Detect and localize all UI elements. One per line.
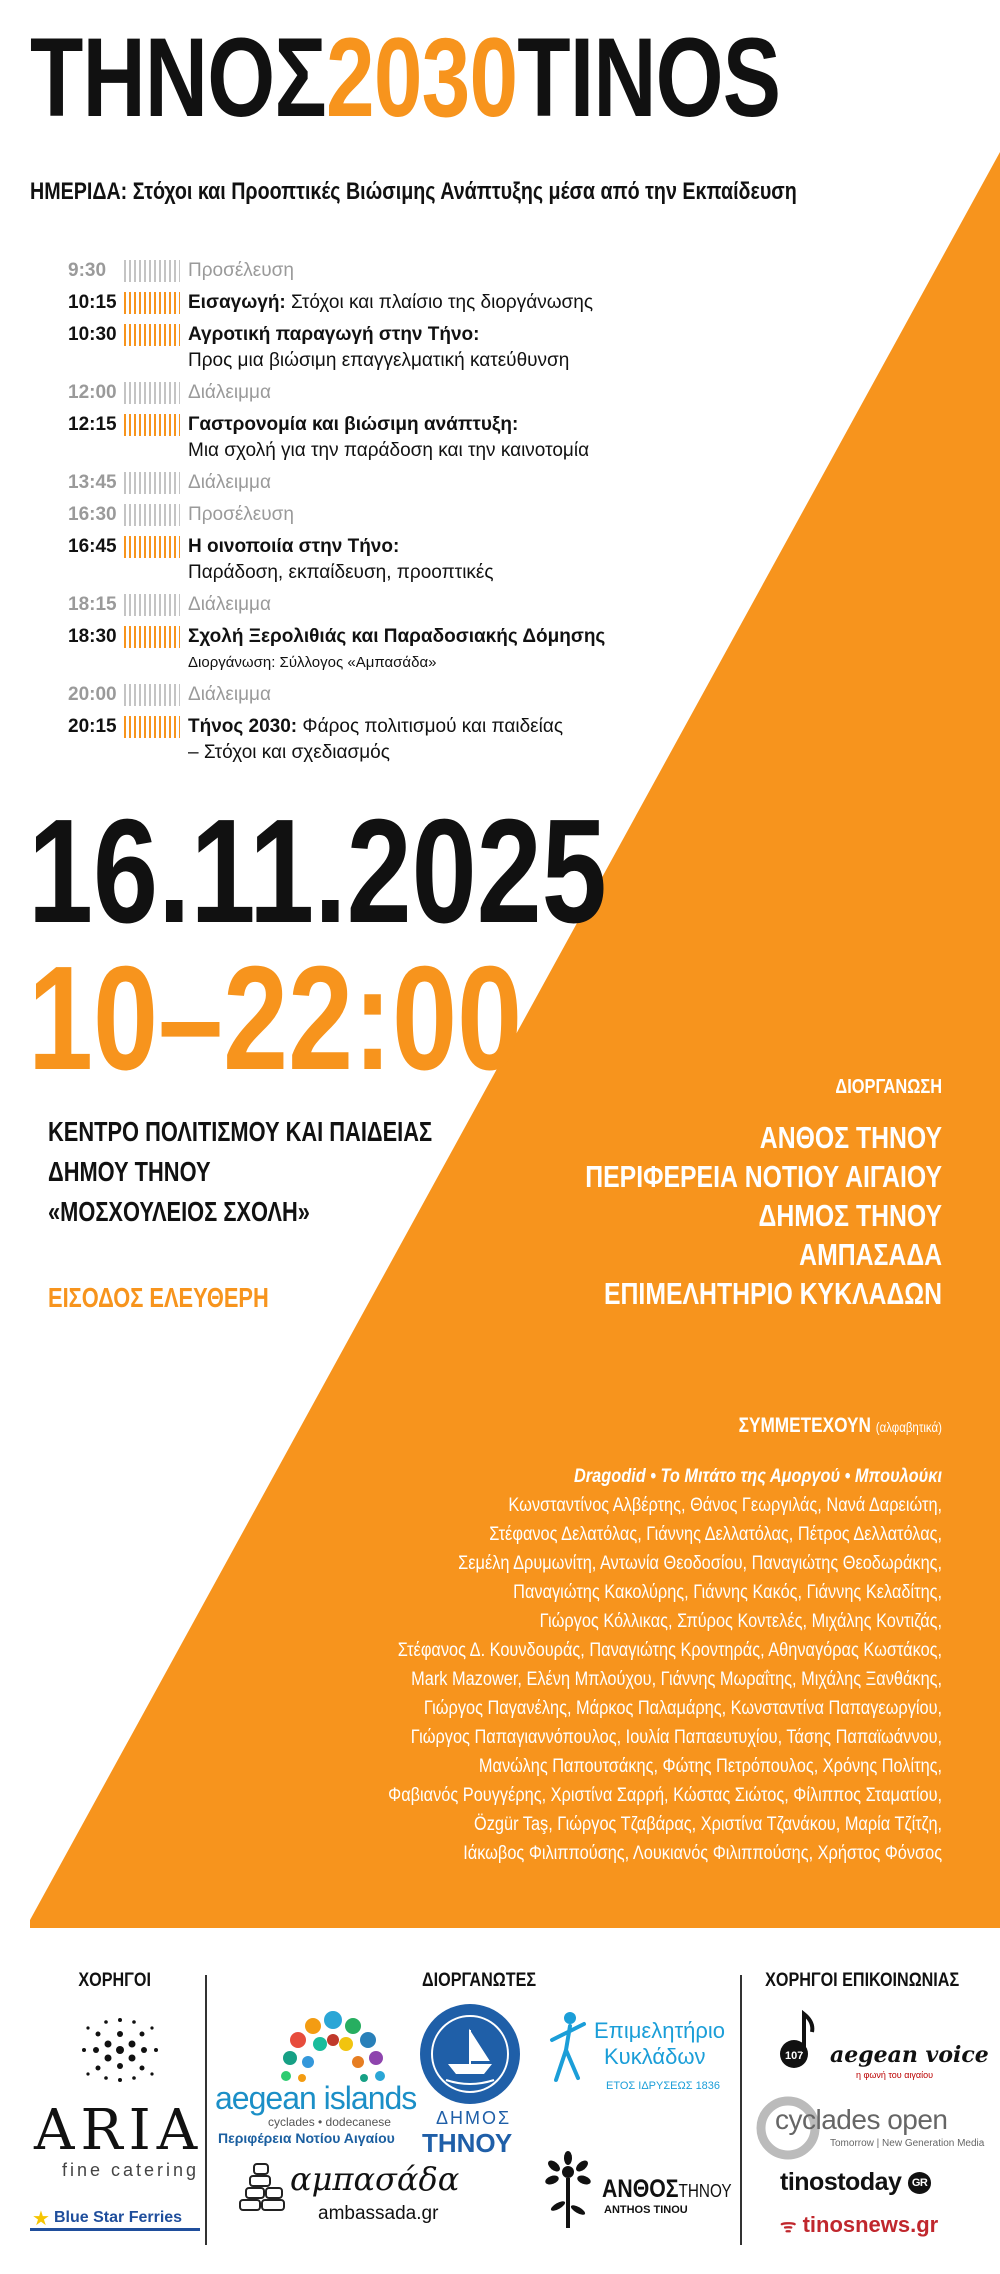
schedule-detail: Διάλειμμα bbox=[188, 594, 271, 615]
schedule-list bbox=[68, 258, 708, 772]
footer-divider-right bbox=[740, 1975, 742, 2245]
schedule-detail: Προσέλευση bbox=[188, 260, 294, 281]
sponsors-heading: ΧΟΡΗΓΟΙ bbox=[78, 1970, 151, 1991]
footer-divider-left bbox=[205, 1975, 207, 2245]
chamber-figure-icon bbox=[548, 2010, 588, 2085]
schedule-time: 20:15 bbox=[68, 716, 117, 737]
schedule-time: 12:15 bbox=[68, 414, 117, 435]
schedule-detail: Διάλειμμα bbox=[188, 684, 271, 705]
ambassada-stones-icon bbox=[236, 2150, 296, 2220]
organizers-heading: ΔΙΟΡΓΑΝΩΤΕΣ bbox=[422, 1970, 537, 1991]
schedule-row bbox=[68, 714, 708, 766]
schedule-row bbox=[68, 682, 708, 708]
schedule-time: 13:45 bbox=[68, 472, 117, 493]
schedule-time: 18:30 bbox=[68, 626, 117, 647]
svg-text:107: 107 bbox=[785, 2050, 804, 2062]
participants-line: Γιώργος Κόλλικας, Σπύρος Κοντελές, Μιχάλης Κοντιζάς, bbox=[539, 1611, 942, 1632]
chamber-name-line-1: Επιμελητήριο bbox=[594, 2018, 726, 2043]
schedule-topic: Τήνος 2030: bbox=[188, 716, 298, 737]
schedule-line-2: Διοργάνωση: Σύλλογος «Αμπασάδα» bbox=[188, 654, 437, 671]
schedule-line-2: – Στόχοι και σχεδιασμός bbox=[188, 742, 390, 763]
schedule-time: 20:00 bbox=[68, 684, 117, 705]
aegean-islands-text: aegean islands bbox=[215, 2080, 417, 2116]
schedule-topic: Αγροτική παραγωγή στην Τήνο: bbox=[188, 324, 480, 345]
anthos-logo bbox=[602, 2175, 732, 2204]
tinou-label: ΤΗΝΟΥ bbox=[422, 2128, 513, 2158]
organization-list bbox=[585, 1118, 942, 1313]
schedule-time: 16:45 bbox=[68, 536, 117, 557]
participants-line: Σεμέλη Δρυμωνίτη, Αντωνία Θεοδοσίου, Παναγιώτης Θεοδωράκης, bbox=[458, 1553, 942, 1574]
aegean-voice-tagline: η φωνή του αιγαίου bbox=[856, 2070, 934, 2080]
title-part-latin: TINOS bbox=[517, 15, 781, 140]
schedule-line-2: Προς μια βιώσιμη επαγγελματική κατεύθυνση bbox=[188, 350, 570, 371]
schedule-text bbox=[188, 624, 708, 676]
participants-line: Μανώλης Παπουτσάκης, Φώτης Πετρόπουλος, Χρόνης Πολίτης, bbox=[478, 1756, 942, 1777]
ambassada-url-text: ambassada.gr bbox=[318, 2203, 439, 2224]
schedule-time: 18:15 bbox=[68, 594, 117, 615]
participants-line: Γιώργος Παγανέλης, Μάρκος Παλαμάρης, Κωνσταντίνα Παπαγεωργίου, bbox=[423, 1698, 942, 1719]
schedule-row bbox=[68, 258, 708, 284]
venue-line-2: ΔΗΜΟΥ ΤΗΝΟΥ bbox=[48, 1156, 211, 1187]
schedule-topic: Εισαγωγή: bbox=[188, 292, 286, 313]
participants-line: Παναγιώτης Κακολύρης, Γιάννης Κακός, Γιάννης Κελαδίτης, bbox=[513, 1582, 942, 1603]
schedule-bars-icon bbox=[124, 594, 180, 616]
participants-line: Özgür Taş, Γιώργος Τζαβάρας, Χριστίνα Τζανάκου, Μαρία Τζίτζη, bbox=[473, 1814, 942, 1835]
venue-block bbox=[48, 1112, 432, 1232]
schedule-detail: Διάλειμμα bbox=[188, 382, 271, 403]
schedule-row bbox=[68, 412, 708, 464]
ambassada-logo-text: αμπασάδα bbox=[290, 2160, 460, 2198]
aegean-islands-subtitle: cyclades • dodecanese bbox=[268, 2115, 391, 2129]
tinosnews-text: tinosnews.gr bbox=[802, 2212, 939, 2237]
venue-line-1: ΚΕΝΤΡΟ ΠΟΛΙΤΙΣΜΟΥ ΚΑΙ ΠΑΙΔΕΙΑΣ bbox=[48, 1116, 433, 1147]
schedule-bars-icon bbox=[124, 292, 180, 314]
schedule-line-1 bbox=[188, 322, 708, 348]
schedule-line-1 bbox=[188, 290, 708, 316]
schedule-row bbox=[68, 534, 708, 586]
schedule-detail: Στόχοι και πλαίσιο της διοργάνωσης bbox=[285, 292, 593, 313]
chamber-name-line-2: Κυκλάδων bbox=[604, 2044, 706, 2069]
organization-item: ΕΠΙΜΕΛΗΤΗΡΙΟ ΚΥΚΛΑΔΩΝ bbox=[603, 1276, 942, 1311]
schedule-time: 10:15 bbox=[68, 292, 117, 313]
subtitle-rest: Στόχοι και Προοπτικές Βιώσιμης Ανάπτυξης μέσα από την Εκπαίδευση bbox=[127, 178, 797, 205]
schedule-line-1 bbox=[188, 534, 708, 560]
cyclades-open-tagline: Tomorrow | New Generation Media bbox=[830, 2138, 985, 2149]
participants-note: (αλφαβητικά) bbox=[875, 1419, 942, 1435]
tinosnews-logo bbox=[780, 2212, 938, 2238]
schedule-line-2: Παράδοση, εκπαίδευση, προοπτικές bbox=[188, 562, 494, 583]
schedule-text bbox=[188, 534, 708, 586]
schedule-detail: Προσέλευση bbox=[188, 504, 294, 525]
organization-item: ΔΗΜΟΣ ΤΗΝΟΥ bbox=[758, 1198, 942, 1233]
schedule-text bbox=[188, 714, 708, 766]
participants-line: Ιάκωβος Φιλιππούσης, Λουκιανός Φιλιππούσης, Χρήστος Φόνσος bbox=[463, 1843, 942, 1864]
title-part-greek: ΤΗΝΟΣ bbox=[30, 15, 327, 140]
aegean-voice-text: aegean voice bbox=[830, 2042, 989, 2068]
schedule-line-1 bbox=[188, 592, 708, 618]
schedule-time: 10:30 bbox=[68, 324, 117, 345]
schedule-text bbox=[188, 682, 708, 708]
title-part-year: 2030 bbox=[326, 15, 518, 140]
aria-dots-icon bbox=[70, 2010, 170, 2090]
south-aegean-region-text: Περιφέρεια Νοτίου Αιγαίου bbox=[218, 2130, 395, 2146]
participants-heading bbox=[739, 1414, 942, 1438]
cyclades-open-text: cyclades open bbox=[775, 2104, 948, 2135]
featured-participants: Dragodid • Το Μιτάτο της Αμοργού • Μπουλούκι bbox=[573, 1466, 942, 1487]
blue-star-ferries-text: Blue Star Ferries bbox=[54, 2209, 183, 2226]
tinostoday-logo bbox=[780, 2168, 931, 2197]
schedule-row bbox=[68, 470, 708, 496]
schedule-line-1 bbox=[188, 258, 708, 284]
venue-line-3: «ΜΟΣΧΟΥΛΕΙΟΣ ΣΧΟΛΗ» bbox=[48, 1196, 310, 1227]
tinostoday-text: tinostoday bbox=[780, 2168, 902, 2196]
schedule-text bbox=[188, 412, 708, 464]
subtitle-lead: ΗΜΕΡΙΔΑ: bbox=[30, 178, 128, 205]
media-sponsors-heading: ΧΟΡΗΓΟΙ ΕΠΙΚΟΙΝΩΝΙΑΣ bbox=[765, 1970, 960, 1991]
aegean-islands-dots-icon bbox=[268, 2000, 398, 2090]
tinostoday-gr-badge: GR bbox=[908, 2172, 932, 2194]
schedule-text bbox=[188, 502, 708, 528]
anthos-flower-icon bbox=[538, 2150, 598, 2240]
schedule-time: 16:30 bbox=[68, 504, 117, 525]
chamber-founded-text: ΕΤΟΣ ΙΔΡΥΣΕΩΣ 1836 bbox=[606, 2080, 721, 2092]
blue-star-ferries-logo bbox=[30, 2205, 200, 2231]
schedule-line-1 bbox=[188, 412, 708, 438]
schedule-topic: Σχολή Ξερολιθιάς και Παραδοσιακής Δόμησης bbox=[188, 626, 606, 647]
schedule-line-2: Μια σχολή για την παράδοση και την καινοτομία bbox=[188, 440, 590, 461]
schedule-row bbox=[68, 502, 708, 528]
rss-icon: ᯤ bbox=[780, 2216, 797, 2236]
participants-line: Κωνσταντίνος Αλβέρτης, Θάνος Γεωργιλάς, Νανά Δαρειώτη, bbox=[508, 1495, 942, 1516]
participants-line: Γιώργος Παπαγιαννόπουλος, Ιουλία Παπαευτυχίου, Τάσης Παπαϊωάννου, bbox=[410, 1727, 942, 1748]
poster-subtitle bbox=[30, 178, 797, 206]
schedule-bars-icon bbox=[124, 472, 180, 494]
organization-item: ΠΕΡΙΦΕΡΕΙΑ ΝΟΤΙΟΥ ΑΙΓΑΙΟΥ bbox=[585, 1159, 942, 1194]
participants-title: ΣΥΜΜΕΤΕΧΟΥΝ bbox=[738, 1414, 871, 1437]
aegean-voice-note-icon bbox=[774, 2008, 834, 2072]
schedule-topic: Γαστρονομία και βιώσιμη ανάπτυξη: bbox=[188, 414, 519, 435]
organization-heading: ΔΙΟΡΓΑΝΩΣΗ bbox=[835, 1076, 942, 1098]
schedule-line-1 bbox=[188, 502, 708, 528]
aria-logo-subtitle: fine catering bbox=[62, 2160, 200, 2180]
schedule-row bbox=[68, 592, 708, 618]
schedule-bars-icon bbox=[124, 626, 180, 648]
schedule-text bbox=[188, 380, 708, 406]
schedule-bars-icon bbox=[124, 504, 180, 526]
schedule-text bbox=[188, 592, 708, 618]
schedule-time: 12:00 bbox=[68, 382, 117, 403]
participants-list bbox=[388, 1462, 942, 1868]
star-icon: ★ bbox=[32, 2208, 50, 2230]
schedule-bars-icon bbox=[124, 414, 180, 436]
aria-logo-text: ARIA bbox=[34, 2098, 204, 2163]
schedule-text bbox=[188, 290, 708, 316]
schedule-text bbox=[188, 470, 708, 496]
schedule-line-1 bbox=[188, 714, 708, 740]
schedule-row bbox=[68, 380, 708, 406]
schedule-line-1 bbox=[188, 380, 708, 406]
schedule-text bbox=[188, 258, 708, 284]
event-hours: 10–22:00 bbox=[28, 936, 523, 1101]
schedule-topic: Η οινοποιία στην Τήνο: bbox=[188, 536, 400, 557]
schedule-detail: Φάρος πολιτισμού και παιδείας bbox=[297, 716, 563, 737]
participants-line: Mark Mazower, Ελένη Μπλούχου, Γιάννης Μωραΐτης, Μιχάλης Ξανθάκης, bbox=[411, 1669, 942, 1690]
dimos-label: ΔΗΜΟΣ bbox=[436, 2108, 512, 2128]
schedule-bars-icon bbox=[124, 382, 180, 404]
schedule-time: 9:30 bbox=[68, 260, 107, 281]
schedule-row bbox=[68, 624, 708, 676]
participants-line: Στέφανος Δελατόλας, Γιάννης Δελλατόλας, Πέτρος Δελλατόλας, bbox=[489, 1524, 942, 1545]
schedule-row bbox=[68, 322, 708, 374]
organization-item: ΑΝΘΟΣ ΤΗΝΟΥ bbox=[759, 1120, 942, 1155]
schedule-detail: Διάλειμμα bbox=[188, 472, 271, 493]
anthos-latin-text: ANTHOS TINOU bbox=[604, 2204, 688, 2216]
schedule-bars-icon bbox=[124, 260, 180, 282]
schedule-line-1 bbox=[188, 470, 708, 496]
schedule-text bbox=[188, 322, 708, 374]
schedule-bars-icon bbox=[124, 716, 180, 738]
organization-item: ΑΜΠΑΣΑΔΑ bbox=[799, 1237, 942, 1272]
event-date: 16.11.2025 bbox=[28, 789, 607, 954]
schedule-bars-icon bbox=[124, 536, 180, 558]
participants-line: Φαβιανός Ρουγγέρης, Χριστίνα Σαρρή, Κώστας Σιώτος, Φίλιππος Σταματίου, bbox=[388, 1785, 942, 1806]
dimos-tinou-seal-icon bbox=[418, 2002, 522, 2106]
schedule-row bbox=[68, 290, 708, 316]
poster-title bbox=[30, 15, 781, 140]
schedule-bars-icon bbox=[124, 684, 180, 706]
anthos-tinou-text: ΤΗΝΟΥ bbox=[678, 2181, 732, 2201]
free-entry-label: ΕΙΣΟΔΟΣ ΕΛΕΥΘΕΡΗ bbox=[48, 1282, 269, 1313]
participants-line: Στέφανος Δ. Κουνδουράς, Παναγιώτης Κροντηράς, Αθηναγόρας Κωστάκος, bbox=[397, 1640, 943, 1661]
schedule-line-1 bbox=[188, 624, 708, 650]
schedule-line-1 bbox=[188, 682, 708, 708]
anthos-logo-text: ΑΝΘΟΣ bbox=[602, 2175, 679, 2203]
schedule-bars-icon bbox=[124, 324, 180, 346]
